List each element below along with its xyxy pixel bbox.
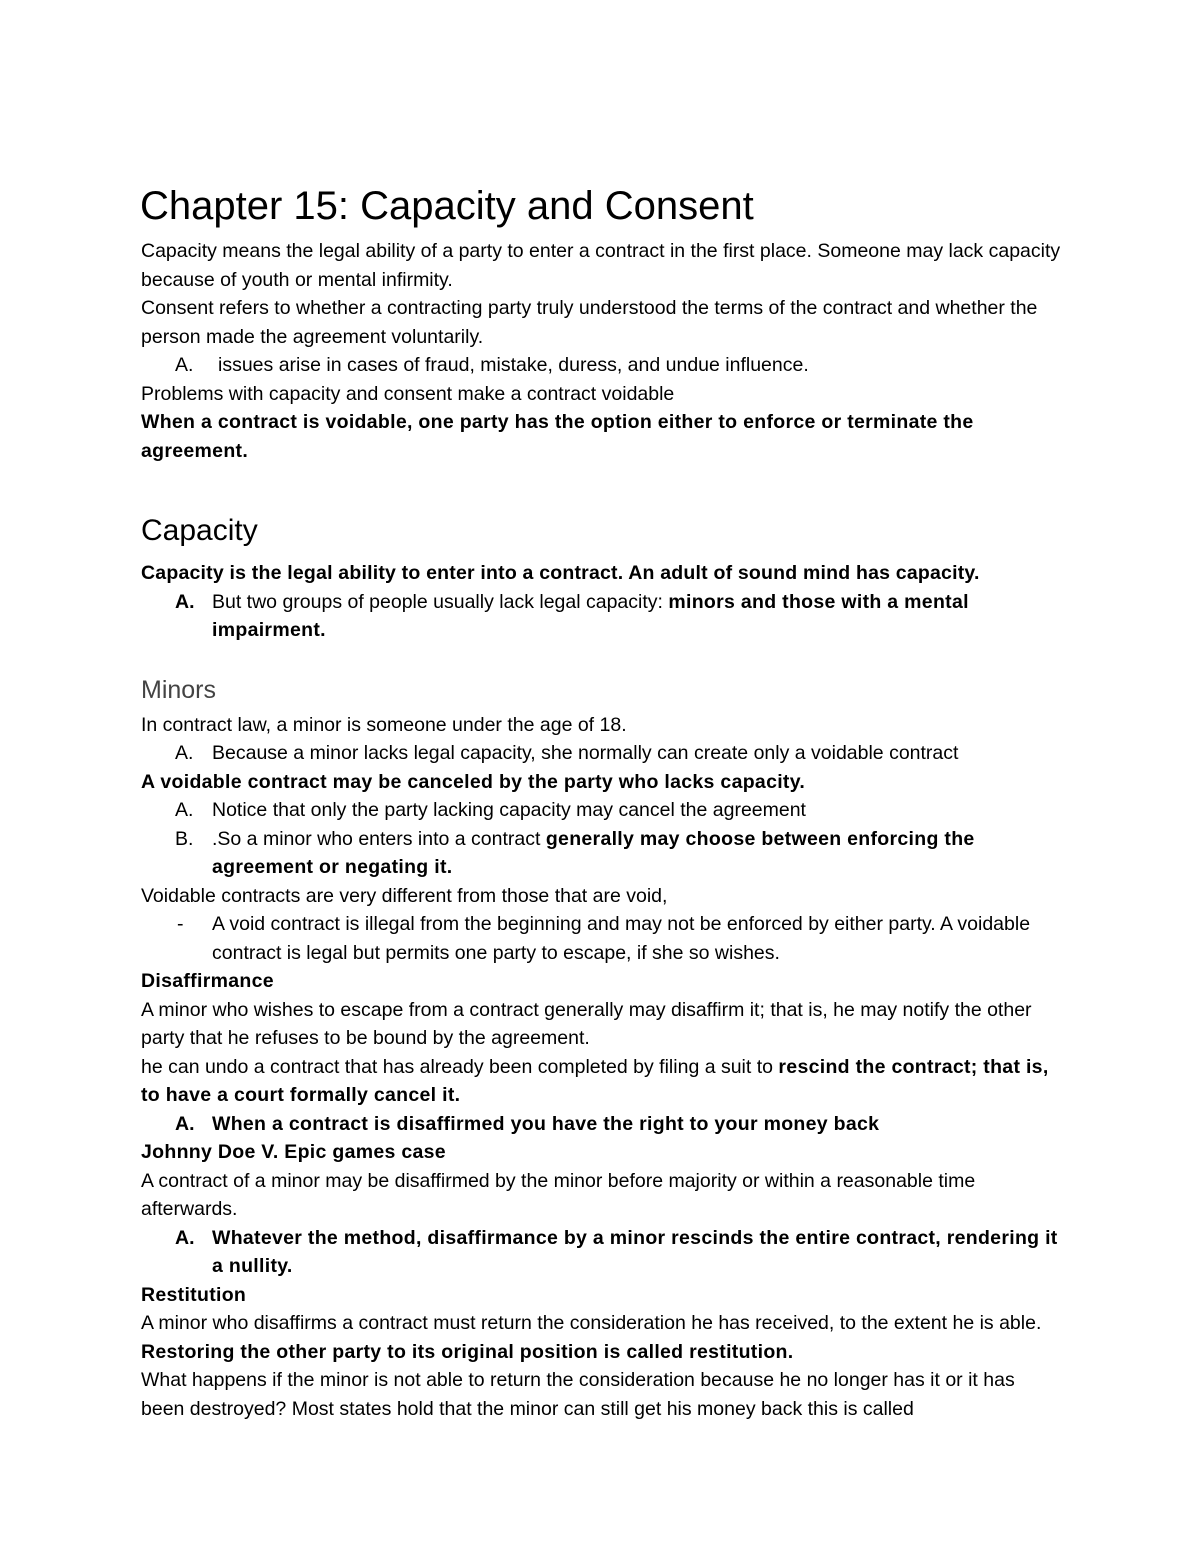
list-item-text: issues arise in cases of fraud, mistake, duress, and undue influence. (218, 354, 809, 376)
list-item-bold-text: minors and those with a mental impairment. (212, 590, 969, 641)
list-marker: A. (175, 799, 194, 821)
list-item-bold-text: Whatever the method, disaffirmance by a minor rescinds the entire contract, rendering it a nullity. (212, 1226, 1058, 1277)
intro-paragraph-consent: Consent refers to whether a contracting party truly understood the terms of the contract and whether the person made the agreement voluntarily. (141, 297, 1038, 348)
voidable-bold-paragraph: A voidable contract may be canceled by the party who lacks capacity. (141, 770, 806, 793)
capacity-definition: Capacity is the legal ability to enter into a contract. An adult of sound mind has capacity. (141, 562, 980, 584)
list-marker: - (177, 913, 184, 935)
list-item-bold-text: When a contract is disaffirmed you have the right to your money back (212, 1112, 880, 1135)
list-item-text: Notice that only the party lacking capacity may cancel the agreement (212, 799, 806, 821)
case-paragraph: A contract of a minor may be disaffirmed by the minor before majority or within a reasonable time afterwards. (141, 1169, 976, 1220)
list-item-bold-text: generally may choose between enforcing the agreement or negating it. (212, 827, 975, 878)
chapter-title: Chapter 15: Capacity and Consent (140, 184, 754, 228)
void-contracts-paragraph: Voidable contracts are very different from those that are void, (141, 884, 668, 907)
restitution-paragraph (141, 1309, 1061, 1366)
minors-dash-item (141, 910, 1061, 967)
list-marker: A. (175, 1226, 195, 1249)
intro-paragraph-voidable: Problems with capacity and consent make a contract voidable (141, 382, 675, 405)
list-marker: A. (175, 742, 194, 764)
minors-definition: In contract law, a minor is someone under the age of 18. (141, 713, 627, 736)
disaffirm-list-item (141, 1110, 1061, 1139)
disaffirmance-heading: Disaffirmance (141, 970, 274, 992)
intro-bold-paragraph: When a contract is voidable, one party has the option either to enforce or terminate the agreement. (141, 411, 974, 462)
rescind-paragraph (141, 1053, 1061, 1110)
list-item-text: Because a minor lacks legal capacity, she normally can create only a voidable contract (212, 742, 959, 764)
minors-list-item (141, 796, 1061, 825)
restitution-text: A minor who disaffirms a contract must return the consideration he has received, to the extent he is able. (141, 1312, 1042, 1334)
rescind-text: he can undo a contract that has already been completed by filing a suit to (141, 1055, 779, 1078)
consideration-paragraph: What happens if the minor is not able to return the consideration because he no longer has it or it has been destroyed? Most states hold that the minor can still get his money back this is called (141, 1369, 1015, 1420)
minors-list-item (141, 825, 1061, 882)
minors-list-item (141, 739, 1061, 768)
list-item-text: .So a minor who enters into a contract (212, 827, 546, 850)
intro-paragraph-capacity: Capacity means the legal ability of a party to enter a contract in the first place. Someone may lack capacity because of youth or mental infirmity. (141, 240, 1061, 291)
section-heading-minors: Minors (141, 675, 217, 704)
list-marker: A. (175, 354, 194, 376)
rescind-bold-text: rescind the contract; that is, to have a court formally cancel it. (141, 1055, 1049, 1106)
restitution-bold-text: Restoring the other party to its original position is called restitution. (141, 1340, 794, 1363)
case-heading: Johnny Doe V. Epic games case (141, 1141, 446, 1163)
capacity-list-item (141, 588, 1061, 645)
disaffirmance-paragraph: A minor who wishes to escape from a contract generally may disaffirm it; that is, he may notify the other party that he refuses to be bound by the agreement. (141, 998, 1032, 1049)
intro-list-item (141, 351, 1061, 380)
restitution-heading: Restitution (141, 1283, 247, 1306)
document-page (141, 183, 1061, 1423)
case-list-item (141, 1224, 1061, 1281)
list-item-text: But two groups of people usually lack legal capacity: (212, 590, 669, 613)
list-marker: B. (175, 827, 194, 850)
list-marker: A. (175, 590, 195, 613)
list-item-text: A void contract is illegal from the beginning and may not be enforced by either party. A voidable contract is legal but permits one party to escape, if she so wishes. (212, 913, 1031, 964)
list-marker: A. (175, 1112, 195, 1135)
section-heading-capacity: Capacity (141, 514, 258, 547)
